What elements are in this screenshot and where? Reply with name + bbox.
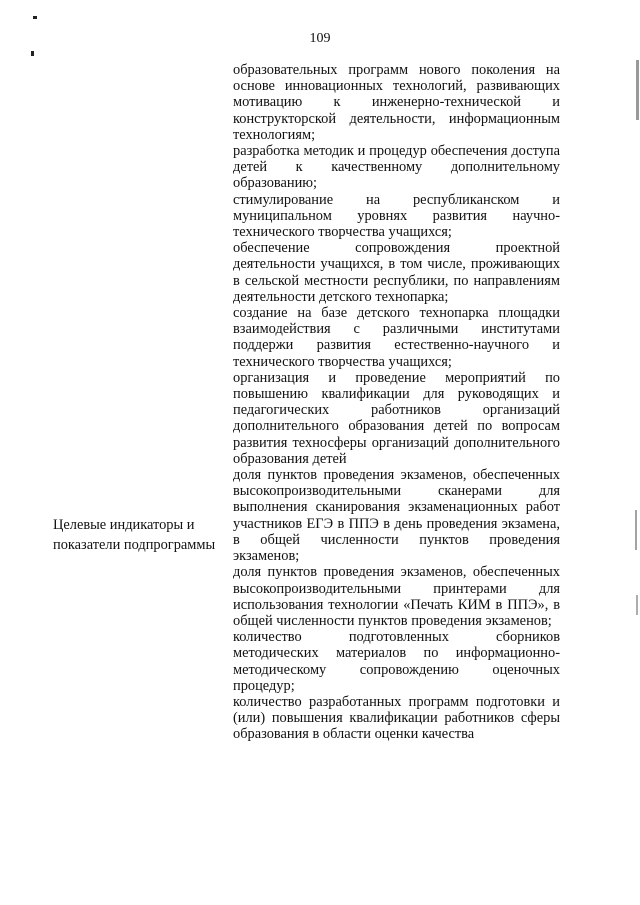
page-number: 109 bbox=[309, 31, 331, 46]
paragraph: обеспечение сопровождения проектной деятельности учащихся, в том числе, проживающих в сельской местности республики, по направлениям деятельности детского технопарка; bbox=[233, 240, 560, 305]
paragraph: стимулирование на республиканском и муниципальном уровнях развития научно-технического творчества учащихся; bbox=[233, 191, 560, 241]
scan-edge-mark bbox=[636, 60, 639, 120]
scan-edge-mark bbox=[636, 595, 638, 615]
scan-speck bbox=[31, 51, 34, 56]
scan-speck bbox=[33, 16, 37, 19]
paragraph: разработка методик и процедур обеспечения доступа детей к качественному дополнительному образованию; bbox=[233, 143, 560, 192]
indicators-row-label bbox=[53, 515, 233, 555]
indicator-paragraph: количество подготовленных сборников методических материалов по информационно-методическому сопровождению оценочных процедур; bbox=[233, 629, 560, 694]
scan-edge-mark bbox=[635, 510, 637, 550]
paragraph: создание на базе детского технопарка площадки взаимодействия с различными институтами поддержи развития естественно-научного и технического творчества учащихся; bbox=[233, 305, 560, 370]
row-label-line: Целевые индикаторы и bbox=[53, 517, 195, 533]
indicator-paragraph: количество разработанных программ подготовки и (или) повышения квалификации работников сферы образования в области оценки качества bbox=[233, 693, 560, 743]
indicator-paragraph: доля пунктов проведения экзаменов, обеспеченных высокопроизводительными принтерами для использования технологии «Печать КИМ в ППЭ», в общей численности пунктов проведения экзаменов; bbox=[233, 564, 560, 629]
paragraph: образовательных программ нового поколения на основе инновационных технологий, развивающих мотивацию к инженерно-технической и конструкторской деятельности, информационным технологиям; bbox=[233, 62, 560, 143]
indicator-paragraph: доля пунктов проведения экзаменов, обеспеченных высокопроизводительными сканерами для выполнения сканирования экзаменационных работ участников ЕГЭ в ППЭ в день проведения экзамена, в общей численности пунктов проведения экзаменов; bbox=[233, 467, 560, 565]
paragraph: организация и проведение мероприятий по повышению квалификации для руководящих и педагогических работников организаций дополнительного образования детей по вопросам развития техносферы организаций дополнительного образования детей bbox=[233, 369, 560, 467]
content-column bbox=[233, 62, 560, 743]
row-label-line: показатели подпрограммы bbox=[53, 537, 216, 553]
